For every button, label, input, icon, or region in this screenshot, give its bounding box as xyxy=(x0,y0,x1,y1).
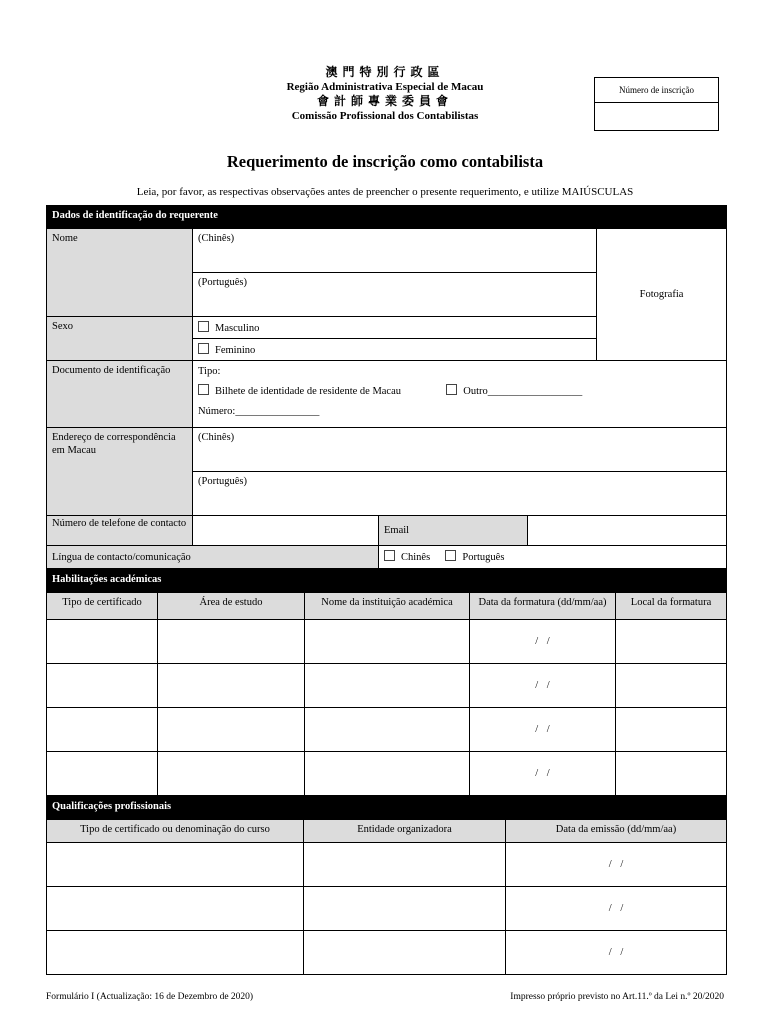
table-cell[interactable] xyxy=(158,620,305,664)
table-row xyxy=(47,843,727,887)
name-portuguese-field[interactable] xyxy=(193,273,597,317)
bir-option-label: Bilhete de identidade de residente de Macau xyxy=(215,386,402,397)
address-chinese-field[interactable] xyxy=(193,428,727,472)
issue-date-cell[interactable]: / / xyxy=(506,931,727,975)
graduation-date-cell[interactable]: / / xyxy=(470,620,616,664)
academic-header-institution: Nome da instituição académica xyxy=(305,593,470,620)
sex-label: Sexo xyxy=(47,317,193,361)
table-cell[interactable] xyxy=(305,664,470,708)
section-title-academic: Habilitações académicas xyxy=(47,570,727,593)
address-label: Endereço de correspondência em Macau xyxy=(47,428,193,516)
form-instructions: Leia, por favor, as respectivas observações antes de preencher o presente requerimento, e utilize MAIÚSCULAS xyxy=(136,186,634,198)
sex-male-option[interactable] xyxy=(193,317,597,339)
id-document-field xyxy=(193,361,727,428)
table-cell[interactable] xyxy=(616,752,727,796)
male-option-label: Masculino xyxy=(215,322,260,334)
address-portuguese-label: (Português) xyxy=(198,476,247,487)
professional-header-date: Data da emissão (dd/mm/aa) xyxy=(506,820,727,843)
academic-header-certificate: Tipo de certificado xyxy=(47,593,158,620)
table-cell[interactable] xyxy=(47,708,158,752)
graduation-date-cell[interactable]: / / xyxy=(470,708,616,752)
female-option-label: Feminino xyxy=(215,344,256,356)
issue-date-cell[interactable]: / / xyxy=(506,887,727,931)
phone-label: Número de telefone de contacto xyxy=(47,516,193,546)
professional-header-organizer: Entidade organizadora xyxy=(304,820,506,843)
female-checkbox[interactable] xyxy=(198,343,209,354)
table-cell[interactable] xyxy=(616,708,727,752)
table-row xyxy=(47,752,727,796)
form-title: Requerimento de inscrição como contabilista xyxy=(226,152,544,171)
phone-field[interactable] xyxy=(193,516,379,546)
table-cell[interactable] xyxy=(158,708,305,752)
language-portuguese-checkbox[interactable] xyxy=(445,550,456,561)
table-row xyxy=(47,620,727,664)
language-label: Língua de contacto/comunicação xyxy=(47,546,379,569)
region-name-portuguese: Região Administrativa Especial de Macau xyxy=(286,81,484,93)
table-row xyxy=(47,664,727,708)
academic-header-field: Área de estudo xyxy=(158,593,305,620)
other-document-checkbox[interactable] xyxy=(446,384,457,395)
name-portuguese-label: (Português) xyxy=(198,277,247,288)
sex-female-option[interactable] xyxy=(193,339,597,361)
table-cell[interactable] xyxy=(47,887,304,931)
graduation-date-cell[interactable]: / / xyxy=(470,752,616,796)
table-cell[interactable] xyxy=(305,752,470,796)
footer-legal-reference: Impresso próprio previsto no Art.11.º da Lei n.º 20/2020 xyxy=(510,992,724,1002)
bir-checkbox[interactable] xyxy=(198,384,209,395)
region-name-chinese: 澳門特別行政區 xyxy=(325,65,445,79)
id-document-type-label: Tipo: xyxy=(198,366,221,377)
commission-name-chinese: 會計師專業委員會 xyxy=(316,94,453,108)
identification-table xyxy=(46,205,727,569)
table-cell[interactable] xyxy=(47,752,158,796)
academic-header-location: Local da formatura xyxy=(616,593,727,620)
table-cell[interactable] xyxy=(305,620,470,664)
table-cell[interactable] xyxy=(47,620,158,664)
id-document-label: Documento de identificação xyxy=(47,361,193,428)
table-cell[interactable] xyxy=(47,843,304,887)
table-cell[interactable] xyxy=(47,931,304,975)
address-chinese-label: (Chinês) xyxy=(198,432,235,443)
table-cell[interactable] xyxy=(304,887,506,931)
language-chinese-checkbox[interactable] xyxy=(384,550,395,561)
address-portuguese-field[interactable] xyxy=(193,472,727,516)
language-chinese-label: Chinês xyxy=(401,552,431,563)
language-options xyxy=(379,546,727,569)
table-cell[interactable] xyxy=(304,931,506,975)
academic-header-date: Data da formatura (dd/mm/aa) xyxy=(470,593,616,620)
table-cell[interactable] xyxy=(158,752,305,796)
table-row xyxy=(47,708,727,752)
language-portuguese-label: Português xyxy=(462,552,505,563)
academic-table xyxy=(46,569,727,796)
email-field[interactable] xyxy=(528,516,727,546)
table-row xyxy=(47,887,727,931)
table-cell[interactable] xyxy=(616,664,727,708)
id-document-number[interactable]: Número:________________ xyxy=(198,406,320,417)
footer-form-version: Formulário I (Actualização: 16 de Dezembro de 2020) xyxy=(46,992,254,1002)
photo-area xyxy=(597,229,727,361)
table-cell[interactable] xyxy=(158,664,305,708)
commission-name-portuguese: Comissão Profissional dos Contabilistas xyxy=(291,110,479,122)
registration-number-box[interactable] xyxy=(594,77,719,131)
table-row xyxy=(47,931,727,975)
section-title-professional: Qualificações profissionais xyxy=(47,797,727,820)
table-cell[interactable] xyxy=(304,843,506,887)
other-document-label[interactable]: Outro__________________ xyxy=(463,386,583,397)
table-cell[interactable] xyxy=(616,620,727,664)
table-cell[interactable] xyxy=(47,664,158,708)
table-cell[interactable] xyxy=(305,708,470,752)
professional-table xyxy=(46,796,727,975)
name-chinese-field[interactable] xyxy=(193,229,597,273)
photo-label: Fotografia xyxy=(639,289,684,300)
name-label: Nome xyxy=(47,229,193,317)
section-title-identification: Dados de identificação do requerente xyxy=(47,206,727,229)
registration-number-label: Número de inscrição xyxy=(595,78,718,103)
email-label: Email xyxy=(379,516,528,546)
name-chinese-label: (Chinês) xyxy=(198,233,235,244)
graduation-date-cell[interactable]: / / xyxy=(470,664,616,708)
professional-header-certificate: Tipo de certificado ou denominação do curso xyxy=(47,820,304,843)
issue-date-cell[interactable]: / / xyxy=(506,843,727,887)
male-checkbox[interactable] xyxy=(198,321,209,332)
